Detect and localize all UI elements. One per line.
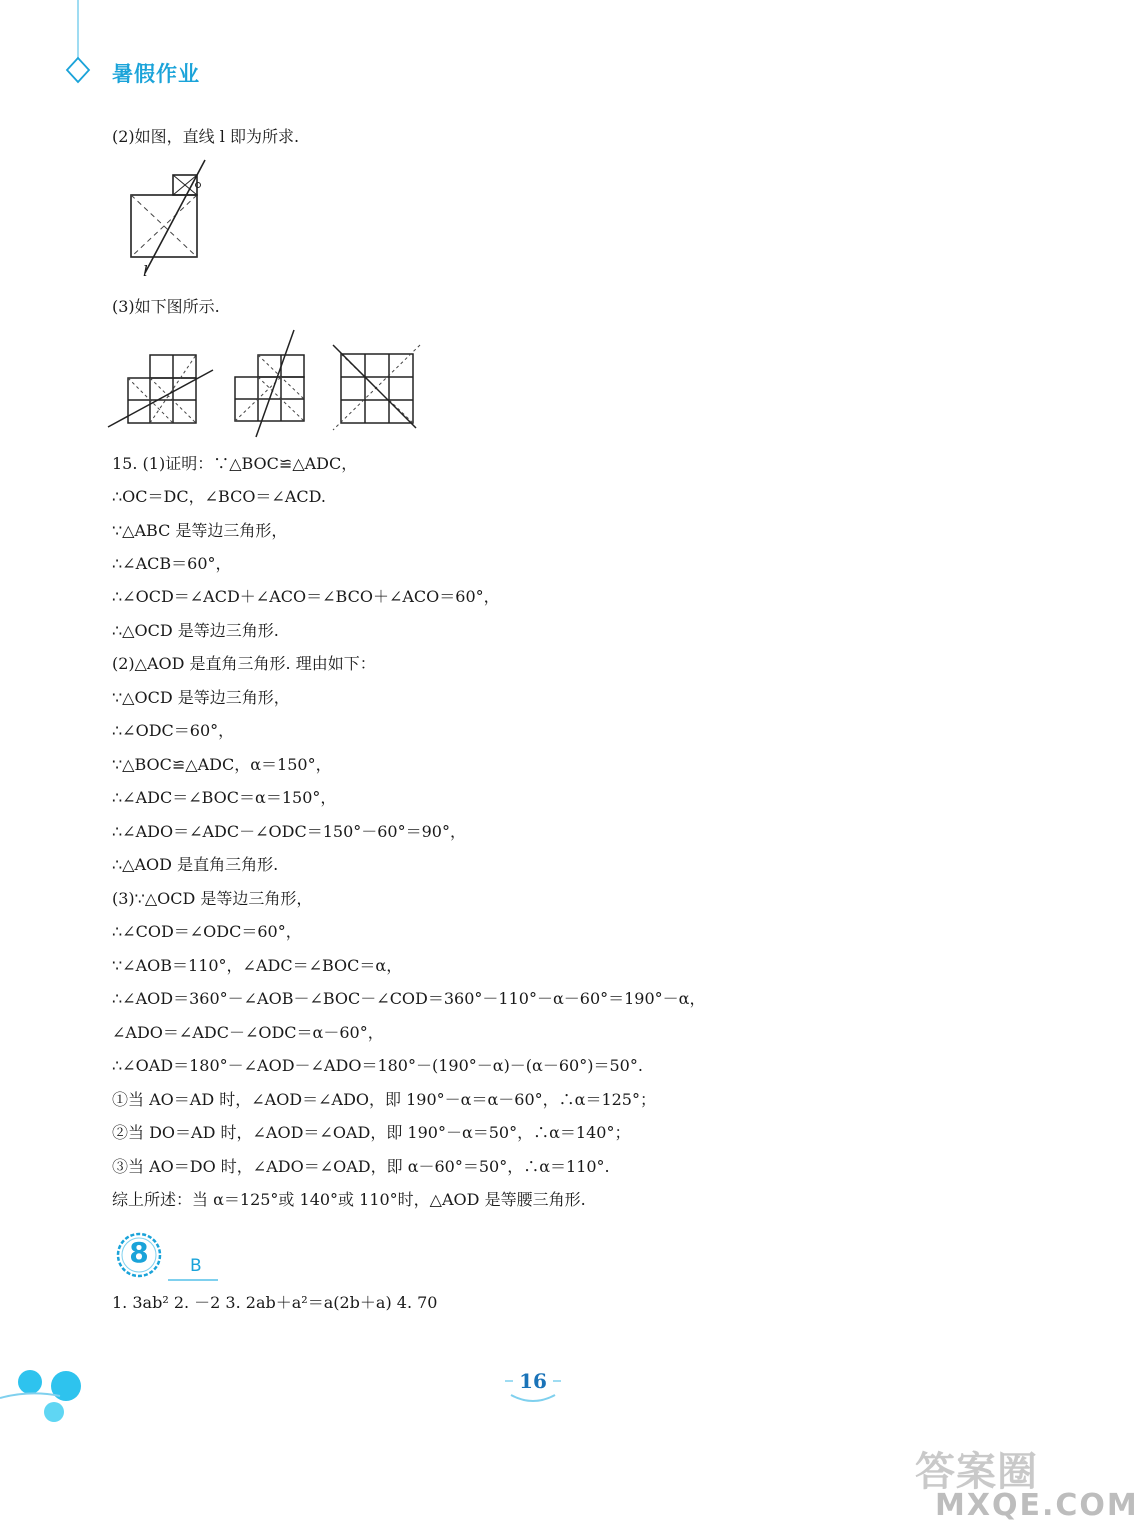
text-line: 15. (1)证明：∵△BOC≌△ADC， [112,454,358,473]
text-line: ②当 DO＝AD 时，∠AOD＝∠OAD，即 190°－α＝50°，∴α＝140°； [112,1123,631,1142]
figure-grid-2 [228,325,318,440]
text-line: (2)如图，直线 l 即为所求. [112,127,300,146]
text-line: ∴∠ACB＝60°， [112,554,232,573]
text-line: ∴∠ADC＝∠BOC＝α＝150°， [112,788,337,807]
figure-grid-1 [108,345,218,430]
figure-label-l: l [143,262,148,280]
text-line: ∵△OCD 是等边三角形， [112,688,290,707]
lesson-number: 8 [129,1236,149,1269]
text-line: 综上所述：当 α＝125°或 140°或 110°时，△AOD 是等腰三角形. [112,1190,586,1209]
figure-square-line [125,155,215,285]
header-decoration [55,0,105,90]
lesson-letter: B [190,1256,202,1276]
text-line: ∴∠OAD＝180°－∠AOD－∠ADO＝180°－(190°－α)－(α－60°)＝50°. [112,1056,643,1075]
page-number: 16 [519,1369,547,1393]
header-title: 暑假作业 [112,62,200,86]
text-line: ∴△OCD 是等边三角形. [112,621,279,640]
text-line: ∵△BOC≌△ADC，α＝150°， [112,755,332,774]
lesson-underline [168,1279,218,1281]
text-line: ①当 AO＝AD 时，∠AOD＝∠ADO，即 190°－α＝α－60°，∴α＝125°； [112,1090,656,1109]
text-line: (3)如下图所示. [112,297,220,316]
text-line: ∴OC＝DC，∠BCO＝∠ACD. [112,487,326,506]
text-line: (2)△AOD 是直角三角形. 理由如下： [112,654,376,673]
text-line: ∠ADO＝∠ADC－∠ODC＝α－60°， [112,1023,384,1042]
watermark-top: 答案圈 [915,1449,1038,1495]
text-line: (3)∵△OCD 是等边三角形， [112,889,313,908]
text-line: ∴∠ODC＝60°， [112,721,235,740]
bubbles-decoration [0,1360,100,1430]
text-line: ∴∠COD＝∠ODC＝60°， [112,922,302,941]
text-line: ∴∠ADO＝∠ADC－∠ODC＝150°－60°＝90°， [112,822,466,841]
text-line: ∵∠AOB＝110°，∠ADC＝∠BOC＝α， [112,956,403,975]
text-line: ∴∠AOD＝360°－∠AOB－∠BOC－∠COD＝360°－110°－α－60°＝190°－α， [112,989,706,1008]
text-line: ∴∠OCD＝∠ACD＋∠ACO＝∠BCO＋∠ACO＝60°， [112,587,500,606]
text-line: ③当 AO＝DO 时，∠ADO＝∠OAD，即 α－60°＝50°，∴α＝110°. [112,1157,610,1176]
text-line: ∵△ABC 是等边三角形， [112,521,288,540]
watermark-bottom: MXQE.COM [935,1488,1139,1523]
figure-grid-3 [328,340,428,435]
text-line: ∴△AOD 是直角三角形. [112,855,279,874]
answers-line: 1. 3ab² 2. －2 3. 2ab＋a²＝a(2b＋a) 4. 70 [112,1293,438,1312]
